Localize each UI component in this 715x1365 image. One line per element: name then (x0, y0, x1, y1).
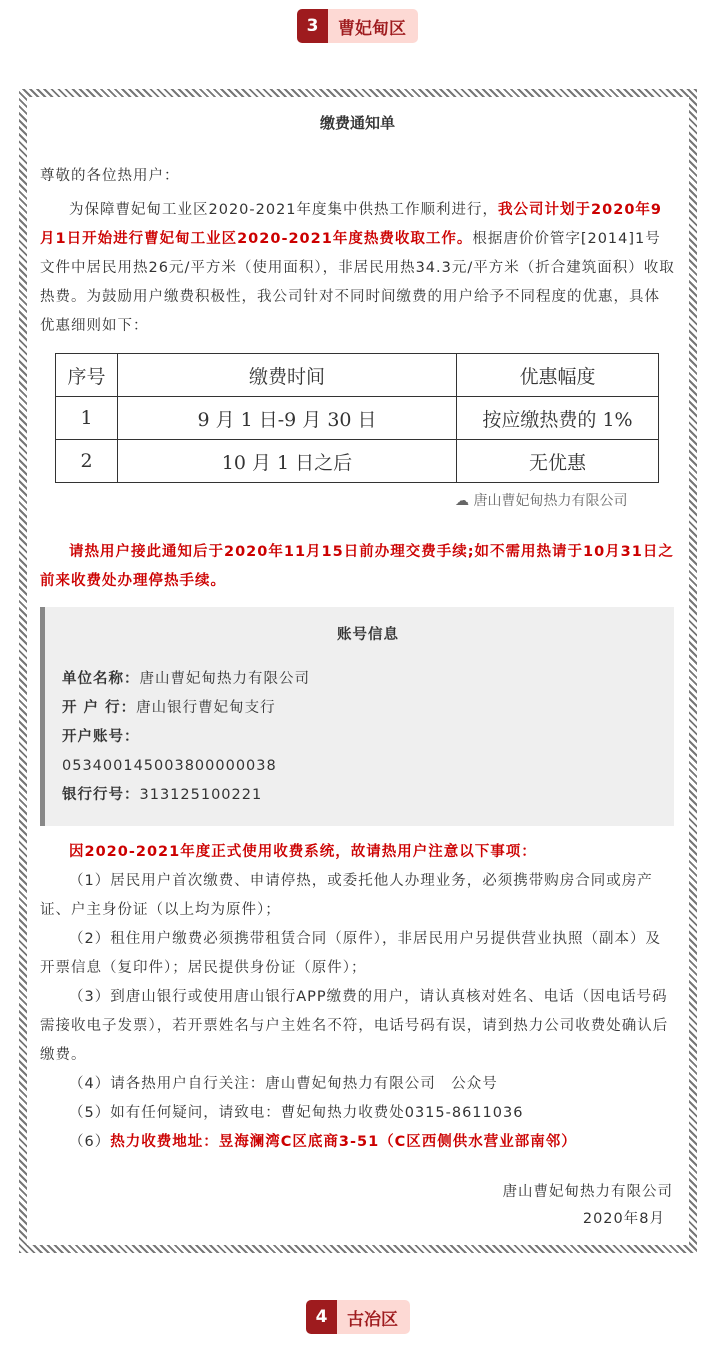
notes-section (40, 838, 675, 1157)
section-label: 曹妃甸区 (328, 9, 418, 43)
note-item: （2）租住用户缴费必须携带租赁合同（原件），非居民用户另提供营业执照（副本）及开票信息（复印件）；居民提供身份证（原件）； (40, 931, 661, 976)
intro-text-b: 根据唐价价管字[2014]1号文件中居民用热26元/平方米（使用面积），非居民用热34.3元/平方米（折合建筑面积）收取热费。为鼓励用户缴费积极性，我公司针对不同时间缴费的用户给予不同程度的优惠，具体优惠细则如下： (40, 231, 675, 334)
value: 唐山曹妃甸热力有限公司 (139, 671, 310, 687)
section-number: 4 (306, 1300, 337, 1334)
table-header: 缴费时间 (118, 354, 457, 397)
note-item: （4）请各热用户自行关注：唐山曹妃甸热力有限公司 公众号 (69, 1076, 498, 1092)
label: 开 户 行： (62, 700, 137, 716)
bank-code-row (62, 781, 674, 810)
address: 热力收费地址：昱海澜湾C区底商3-51（C区西侧供水营业部南邻） (110, 1134, 577, 1150)
note-item-address (40, 1128, 675, 1157)
table-cell: 1 (56, 397, 118, 440)
date: 2020年8月 (582, 1211, 665, 1227)
watermark (455, 490, 627, 510)
wechat-icon: ☁ (455, 493, 474, 509)
watermark-text: 唐山曹妃甸热力有限公司 (473, 493, 628, 509)
greeting: 尊敬的各位热用户： (40, 168, 180, 184)
table-cell: 无优惠 (457, 440, 659, 483)
account-name-row (62, 665, 674, 694)
table-row (56, 440, 659, 483)
account-number: 053400145003800000038 (62, 758, 277, 774)
section-number: 3 (297, 9, 328, 43)
section-badge-4 (306, 1300, 410, 1334)
note-item: （1）居民用户首次缴费、申请停热，或委托他人办理业务，必须携带购房合同或房产证、户主身份证（以上均为原件）； (40, 873, 653, 918)
intro-text-a: 为保障曹妃甸工业区2020-2021年度集中供热工作顺利进行， (69, 202, 499, 218)
label: 单位名称： (62, 671, 140, 687)
note-item: （3）到唐山银行或使用唐山银行APP缴费的用户，请认真核对姓名、电话（因电话号码需接收电子发票），若开票姓名与户主姓名不符，电话号码有误，请到热力公司收费处确认后缴费。 (40, 989, 669, 1063)
attention-heading: 因2020-2021年度正式使用收费系统，故请热用户注意以下事项： (69, 844, 537, 860)
section-badge-3 (297, 9, 418, 43)
account-number-label (62, 723, 674, 752)
account-bank-row (62, 694, 674, 723)
account-info-title: 账号信息 (337, 627, 399, 643)
table-header-row (56, 354, 659, 397)
table-row (56, 397, 659, 440)
signature: 唐山曹妃甸热力有限公司 (502, 1184, 673, 1200)
section-label: 古冶区 (337, 1300, 410, 1334)
table-cell: 按应缴热费的 1% (457, 397, 659, 440)
table-header: 优惠幅度 (457, 354, 659, 397)
intro-text-red: 我公司计划于2020年9月1日开始进行曹妃甸工业区2020-2021年度热费收取工作。 (40, 202, 662, 247)
deadline-notice: 请热用户接此通知后于2020年11月15日前办理交费手续;如不需用热请于10月31日之前来收费处办理停热手续。 (40, 544, 674, 589)
value: 313125100221 (139, 787, 263, 803)
label: 开户账号： (62, 729, 140, 745)
prefix: （6） (69, 1134, 111, 1150)
table-cell: 10 月 1 日之后 (118, 440, 457, 483)
discount-table (55, 353, 659, 483)
table-cell: 2 (56, 440, 118, 483)
table-header: 序号 (56, 354, 118, 397)
intro-paragraph (40, 196, 675, 341)
table-cell: 9 月 1 日-9 月 30 日 (118, 397, 457, 440)
value: 唐山银行曹妃甸支行 (136, 700, 276, 716)
note-item: （5）如有任何疑问，请致电：曹妃甸热力收费处0315-8611036 (69, 1105, 524, 1121)
notice-title: 缴费通知单 (319, 114, 395, 132)
account-info-box (40, 607, 674, 826)
label: 银行行号： (62, 787, 140, 803)
